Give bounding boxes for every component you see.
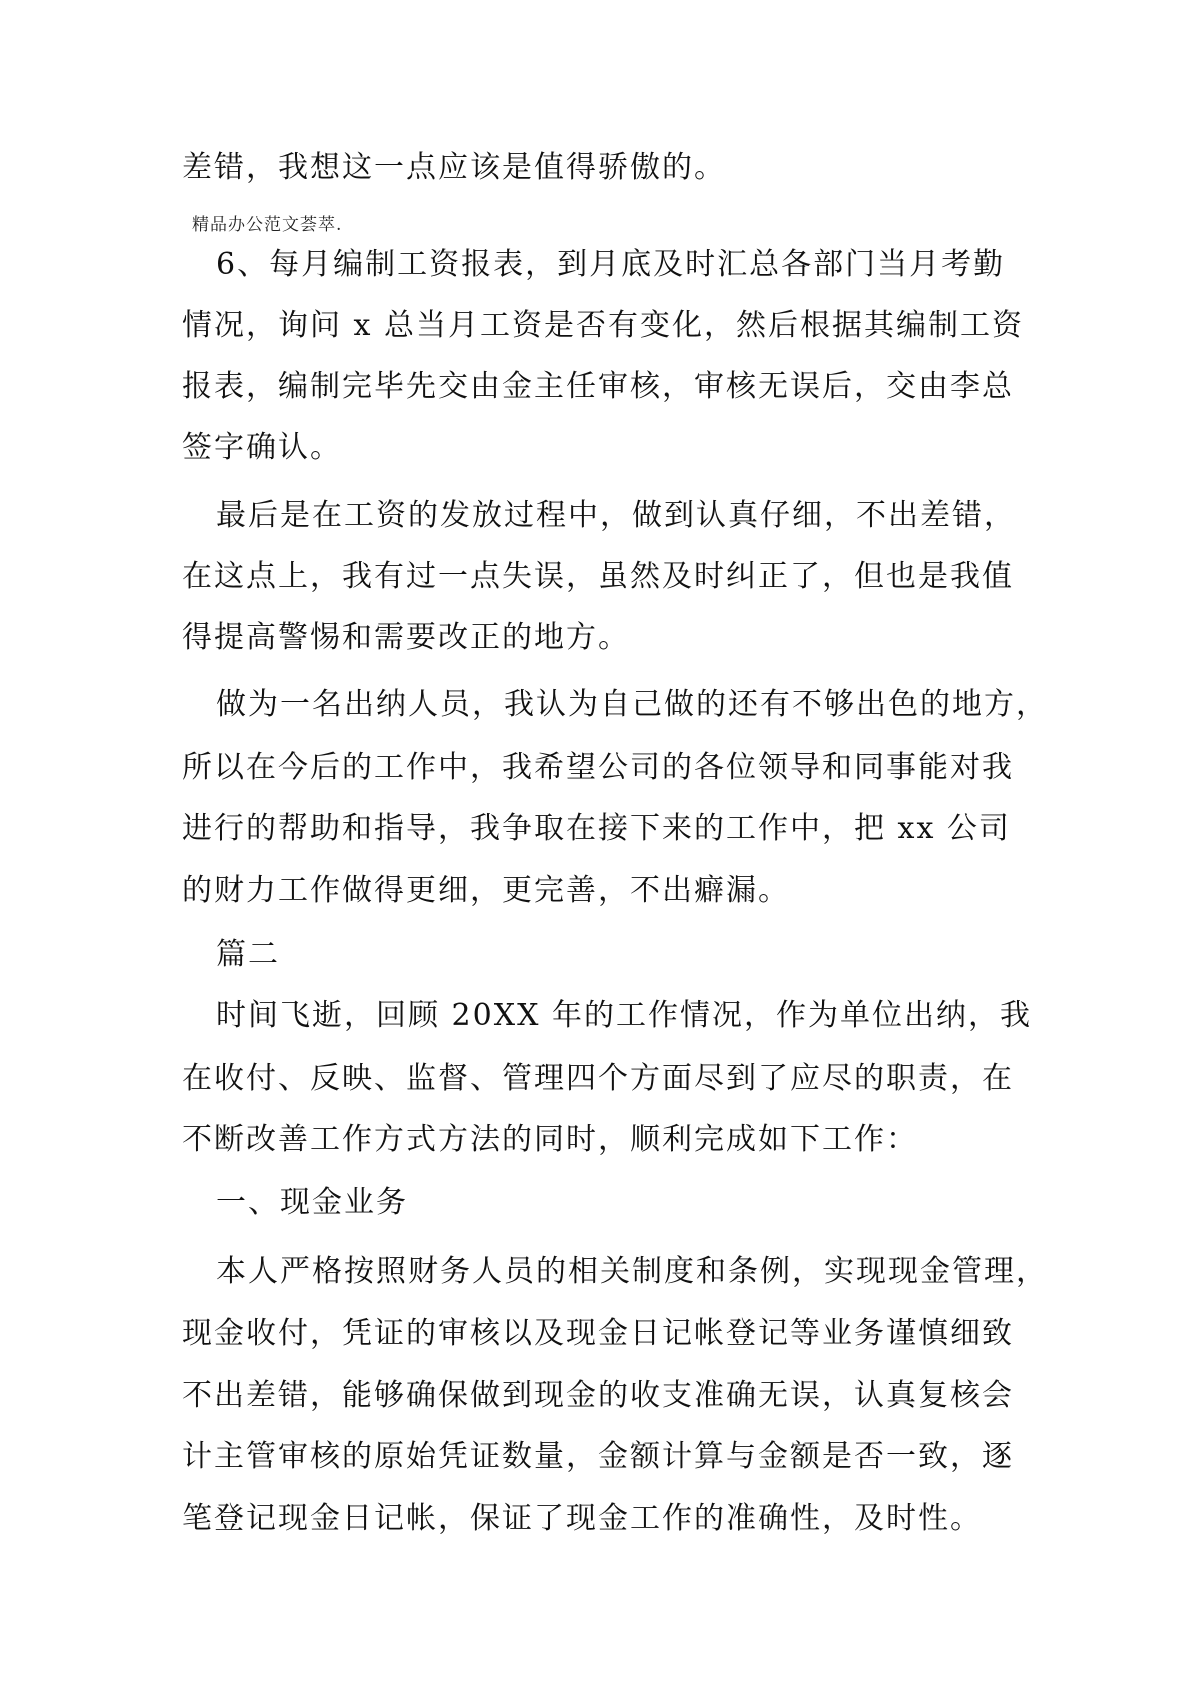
paragraph-line: 情况，询问 x 总当月工资是否有变化，然后根据其编制工资: [182, 308, 1024, 343]
paragraph-line: 在收付、反映、监督、管理四个方面尽到了应尽的职责，在: [182, 1061, 1014, 1096]
paragraph-line: 做为一名出纳人员，我认为自己做的还有不够出色的地方，: [216, 687, 1048, 722]
subsection-heading: 一、现金业务: [216, 1185, 408, 1220]
paragraph-line: 的财力工作做得更细，更完善，不出癖漏。: [182, 873, 790, 908]
paragraph-line: 时间飞逝，回顾 20XX 年的工作情况，作为单位出纳，我: [216, 998, 1032, 1033]
paragraph-line: 本人严格按照财务人员的相关制度和条例，实现现金管理，: [216, 1254, 1048, 1289]
paragraph-line: 不出差错，能够确保做到现金的收支准确无误，认真复核会: [182, 1378, 1014, 1413]
paragraph-line: 差错，我想这一点应该是值得骄傲的。: [182, 150, 726, 185]
paragraph-line: 6、每月编制工资报表，到月底及时汇总各部门当月考勤: [216, 247, 1006, 282]
paragraph-line: 计主管审核的原始凭证数量，金额计算与金额是否一致，逐: [182, 1439, 1014, 1474]
paragraph-line: 笔登记现金日记帐，保证了现金工作的准确性，及时性。: [182, 1501, 982, 1536]
paragraph-line: 报表，编制完毕先交由金主任审核，审核无误后，交由李总: [182, 369, 1014, 404]
paragraph-line: 进行的帮助和指导，我争取在接下来的工作中，把 xx 公司: [182, 811, 1011, 846]
paragraph-line: 签字确认。: [182, 430, 342, 465]
paragraph-line: 在这点上，我有过一点失误，虽然及时纠正了，但也是我值: [182, 559, 1014, 594]
paragraph-line: 最后是在工资的发放过程中，做到认真仔细，不出差错，: [216, 498, 1016, 533]
section-heading: 篇二: [216, 937, 280, 972]
paragraph-line: 所以在今后的工作中，我希望公司的各位领导和同事能对我: [182, 750, 1014, 785]
paragraph-line: 不断改善工作方式方法的同时，顺利完成如下工作：: [182, 1122, 918, 1157]
paragraph-line: 现金收付，凭证的审核以及现金日记帐登记等业务谨慎细致: [182, 1316, 1014, 1351]
header-note: 精品办公范文荟萃.: [192, 215, 343, 235]
paragraph-line: 得提高警惕和需要改正的地方。: [182, 620, 630, 655]
